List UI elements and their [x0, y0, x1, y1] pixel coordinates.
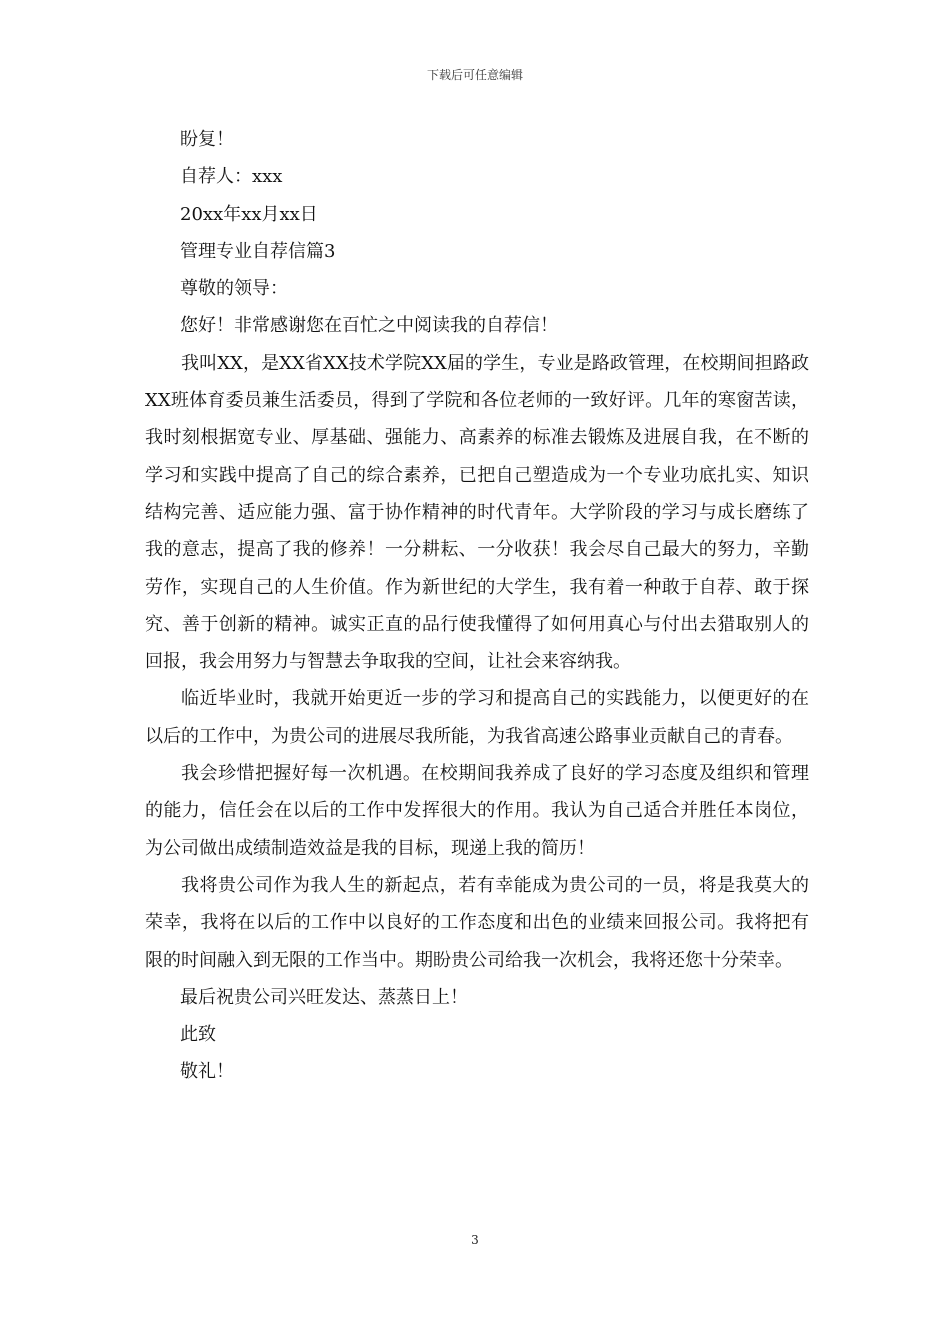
signature-line: 自荐人：xxx	[180, 166, 283, 188]
closing-cizhi: 此致	[180, 1024, 216, 1046]
document-body	[145, 121, 809, 1091]
page-header: 下载后可任意编辑	[426, 68, 523, 82]
closing-wish: 最后祝贵公司兴旺发达、蒸蒸日上！	[180, 986, 468, 1008]
body-paragraph-1: 我叫XX，是XX省XX技术学院XX届的学生，专业是路政管理，在校期间担路政XX班体育委员兼生活委员，得到了学院和各位老师的一致好评。几年的寒窗苦读，我时刻根据宽专业、厚基础、强能力、高素养的标准去锻炼及进展自我，在不断的学习和实践中提高了自己的综合素养，已把自己塑造成为一个专业功底扎实、知识结构完善、适应能力强、富于协作精神的时代青年。大学阶段的学习与成长磨练了我的意志，提高了我的修养！一分耕耘、一分收获！我会尽自己最大的努力，辛勤劳作，实现自己的人生价值。作为新世纪的大学生，我有着一种敢于自荐、敢于探究、善于创新的精神。诚实正直的品行使我懂得了如何用真心与付出去猎取别人的回报，我会用努力与智慧去争取我的空间，让社会来容纳我。	[145, 352, 809, 673]
greeting-line: 您好！非常感谢您在百忙之中阅读我的自荐信！	[180, 315, 558, 337]
page-number: 3	[471, 1233, 479, 1247]
closing-request-line: 盼复！	[180, 129, 234, 150]
body-paragraph-2: 临近毕业时，我就开始更近一步的学习和提高自己的实践能力，以便更好的在以后的工作中，为贵公司的进展尽我所能，为我省高速公路事业贡献自己的青春。	[145, 688, 809, 747]
date-line: 20xx年xx月xx日	[180, 203, 318, 225]
section-title: 管理专业自荐信篇3	[180, 240, 336, 262]
body-paragraph-3: 我会珍惜把握好每一次机遇。在校期间我养成了良好的学习态度及组织和管理的能力，信任会在以后的工作中发挥很大的作用。我认为自己适合并胜任本岗位，为公司做出成绩制造效益是我的目标，现递上我的简历！	[145, 763, 809, 859]
salutation: 尊敬的领导：	[180, 278, 288, 300]
body-paragraph-4: 我将贵公司作为我人生的新起点，若有幸能成为贵公司的一员，将是我莫大的荣幸，我将在以后的工作中以良好的工作态度和出色的业绩来回报公司。我将把有限的时间融入到无限的工作当中。期盼贵公司给我一次机会，我将还您十分荣幸。	[145, 874, 809, 971]
closing-jingli: 敬礼！	[180, 1061, 234, 1083]
